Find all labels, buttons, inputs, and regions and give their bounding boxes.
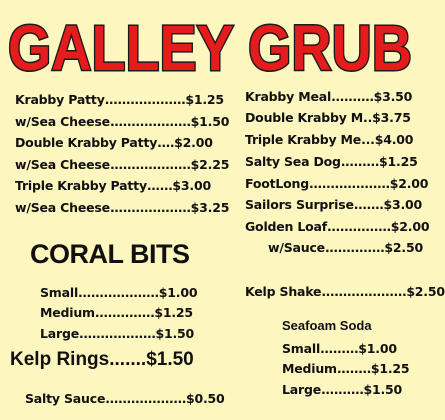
item-price: $4.00 — [374, 132, 414, 147]
item-label: Small — [282, 341, 321, 356]
item-price: $2.00 — [174, 135, 213, 150]
coral-bits-small — [40, 285, 197, 300]
item-leader: .............. — [324, 240, 385, 255]
menu-item-krabby-meal — [245, 89, 412, 104]
item-price: $1.50 — [363, 382, 403, 397]
item-label: Large — [282, 382, 321, 397]
item-leader: .................. — [79, 326, 156, 341]
item-price: $2.00 — [389, 176, 429, 191]
item-leader: ............... — [327, 219, 391, 234]
item-label: Sailors Surprise — [245, 197, 354, 212]
item-price: $1.25 — [185, 92, 224, 107]
coral-bits-medium — [40, 305, 193, 320]
item-leader: ................... — [78, 285, 159, 300]
menu-item-krabby-patty-cheese — [15, 114, 229, 129]
item-leader: ......... — [320, 341, 359, 356]
item-leader: ...... — [146, 178, 173, 193]
seafoam-soda-small — [282, 341, 397, 356]
item-label: w/Sea Cheese — [15, 157, 110, 172]
kelp-rings-item — [10, 349, 194, 371]
item-label: Triple Krabby Me... — [245, 132, 375, 147]
item-price: $1.50 — [155, 326, 195, 341]
seafoam-soda-large — [282, 382, 402, 397]
item-label: w/Sea Cheese — [15, 114, 110, 129]
item-leader: .................... — [321, 284, 407, 299]
item-price: $1.25 — [154, 305, 193, 320]
item-leader: ................... — [105, 391, 186, 406]
menu-title-text: GALLEY GRUB — [8, 12, 412, 84]
item-label: Kelp Shake — [245, 284, 322, 299]
item-leader: ................... — [109, 114, 191, 129]
menu-title-graphic — [0, 4, 420, 84]
item-price: $1.50 — [146, 349, 194, 370]
item-label: Salty Sauce — [25, 391, 106, 406]
item-price: $1.00 — [358, 341, 397, 356]
salty-sauce-item — [25, 391, 225, 406]
item-leader: ......... — [340, 154, 380, 169]
item-price: $1.50 — [190, 114, 230, 129]
menu-title — [0, 4, 420, 84]
item-label: Krabby Meal — [245, 89, 332, 104]
item-leader: ................... — [109, 200, 191, 215]
item-label: Golden Loaf — [245, 219, 328, 234]
item-price: $3.00 — [172, 178, 211, 193]
item-leader: ....... — [353, 197, 384, 212]
item-label: Krabby Patty — [15, 92, 105, 107]
item-leader: .... — [157, 135, 175, 150]
item-leader: ................... — [308, 176, 390, 191]
item-price: $2.50 — [384, 240, 423, 255]
seafoam-soda-heading: Seafoam Soda — [282, 318, 372, 333]
item-label: Kelp Rings — [10, 349, 110, 370]
item-label: Large — [40, 326, 79, 341]
item-price: $3.50 — [373, 89, 413, 104]
item-label: Medium — [40, 305, 95, 320]
item-price: $3.75 — [372, 110, 411, 125]
item-price: $2.25 — [190, 157, 230, 172]
item-label: Medium — [282, 361, 337, 376]
item-leader: .......... — [331, 89, 374, 104]
menu-item-triple-krabby-meal — [245, 132, 413, 147]
menu-item-golden-loaf-sauce — [268, 240, 423, 255]
item-label: Small — [40, 285, 79, 300]
seafoam-soda-medium — [282, 361, 409, 376]
item-leader: ....... — [109, 349, 147, 370]
coral-bits-heading: CORAL BITS — [30, 239, 190, 269]
menu-item-triple-krabby-patty-cheese — [15, 200, 229, 215]
menu-item-golden-loaf — [245, 219, 429, 234]
item-label: FootLong — [245, 176, 309, 191]
menu-item-triple-krabby-patty — [15, 178, 211, 193]
kelp-shake-item — [245, 284, 445, 299]
item-price: $1.00 — [158, 285, 198, 300]
menu-item-krabby-patty — [15, 92, 224, 107]
item-label: w/Sauce — [268, 240, 325, 255]
item-price: $3.25 — [190, 200, 230, 215]
item-price: $2.00 — [390, 219, 430, 234]
item-leader: ........ — [336, 361, 371, 376]
menu-item-double-krabby-patty — [15, 135, 213, 150]
menu-item-double-krabby-meal — [245, 110, 411, 125]
menu-item-salty-sea-dog — [245, 154, 418, 169]
item-label: Double Krabby M.. — [245, 110, 373, 125]
menu-item-sailors-surprise — [245, 197, 422, 212]
item-label: Salty Sea Dog — [245, 154, 341, 169]
item-price: $1.25 — [370, 361, 410, 376]
item-price: $1.25 — [379, 154, 418, 169]
item-leader: .......... — [321, 382, 364, 397]
item-label: Double Krabby Patty — [15, 135, 158, 150]
item-leader: .............. — [94, 305, 155, 320]
menu-item-double-krabby-patty-cheese — [15, 157, 229, 172]
item-price: $0.50 — [185, 391, 225, 406]
menu-item-footlong — [245, 176, 428, 191]
item-price: $3.00 — [383, 197, 423, 212]
coral-bits-large — [40, 326, 194, 341]
item-price: $2.50 — [406, 284, 445, 299]
item-leader: ................... — [104, 92, 186, 107]
item-label: Triple Krabby Patty — [15, 178, 147, 193]
item-leader: ................... — [109, 157, 191, 172]
item-label: w/Sea Cheese — [15, 200, 110, 215]
